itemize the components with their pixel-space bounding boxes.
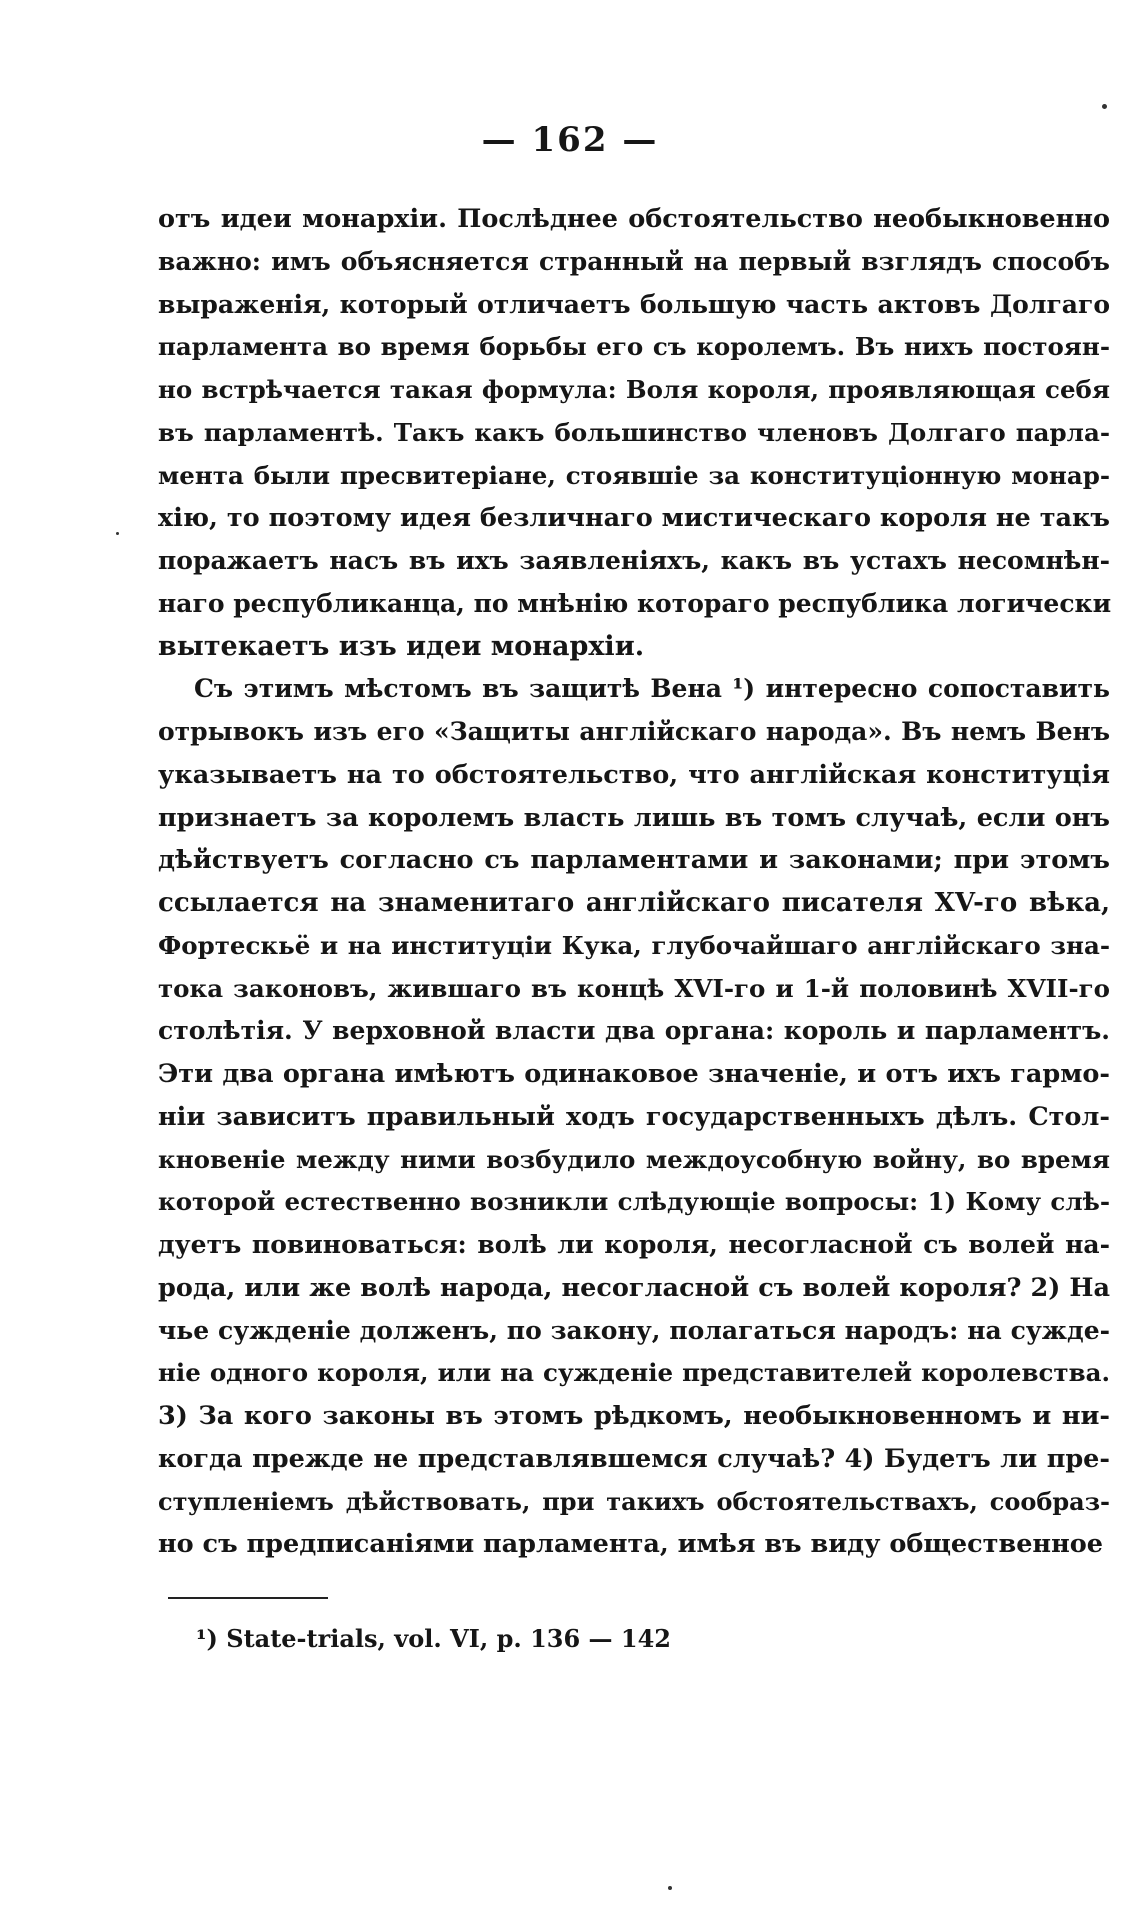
body-text	[158, 198, 1110, 1566]
text-line: вытекаетъ изъ идеи монархіи.	[158, 630, 645, 662]
text-line: тока законовъ, жившаго въ концѣ XVI-го и 1-й половинѣ XVII-го	[158, 973, 1110, 1003]
text-line: отрывокъ изъ его «Защиты англійскаго народа». Въ немъ Венъ	[158, 717, 1110, 746]
text-line: Эти два органа имѣютъ одинаковое значеніе, и отъ ихъ гармо-	[158, 1059, 1110, 1089]
text-line: Съ этимъ мѣстомъ въ защитѣ Вена ¹) интересно сопоставить	[194, 674, 1110, 704]
text-line: которой естественно возникли слѣдующіе вопросы: 1) Кому слѣ-	[158, 1187, 1110, 1217]
text-line: наго республиканца, по мнѣнію котораго республика логически	[158, 588, 1112, 618]
text-line: дуетъ повиноваться: волѣ ли короля, несогласной съ волей на-	[158, 1230, 1110, 1259]
footnote-divider	[168, 1597, 328, 1599]
text-line: ступленіемъ дѣйствовать, при такихъ обстоятельствахъ, сообраз-	[158, 1486, 1110, 1516]
scan-speck	[668, 1886, 672, 1890]
text-line: но встрѣчается такая формула: Воля короля, проявляющая себя	[158, 375, 1110, 404]
text-line: чье сужденіе долженъ, по закону, полагаться народъ: на сужде-	[158, 1315, 1110, 1345]
text-line: парламента во время борьбы его съ королемъ. Въ нихъ постоян-	[158, 332, 1110, 362]
text-line: признаетъ за королемъ власть лишь въ томъ случаѣ, если онъ	[158, 802, 1110, 833]
text-line: выраженія, который отличаетъ большую часть актовъ Долгаго	[158, 289, 1110, 319]
text-line: ніе одного короля, или на сужденіе представителей королевства.	[158, 1358, 1110, 1388]
text-line: столѣтія. У верховной власти два органа: король и парламентъ.	[158, 1016, 1110, 1046]
scan-speck	[116, 532, 119, 535]
text-line: 3) За кого законы въ этомъ рѣдкомъ, необыкновенномъ и ни-	[158, 1401, 1110, 1431]
text-line: но съ предписаніями парламента, имѣя въ виду общественное	[158, 1529, 1103, 1560]
text-line: ссылается на знаменитаго англійскаго писателя XV-го вѣка,	[158, 888, 1110, 918]
text-line: въ парламентѣ. Такъ какъ большинство членовъ Долгаго парла-	[158, 417, 1110, 447]
text-line: хію, то поэтому идея безличнаго мистическаго короля не такъ	[158, 503, 1110, 534]
text-line: рода, или же волѣ народа, несогласной съ волей короля? 2) На	[158, 1272, 1110, 1303]
page-number: — 162 —	[481, 120, 659, 160]
text-line: кновеніе между ними возбудило междоусобную войну, во время	[158, 1144, 1110, 1174]
text-line: когда прежде не представлявшемся случаѣ? 4) Будетъ ли пре-	[158, 1443, 1110, 1474]
text-line: мента были пресвитеріане, стоявшіе за конституціонную монар-	[158, 460, 1110, 490]
text-line: ніи зависитъ правильный ходъ государственныхъ дѣлъ. Стол-	[158, 1101, 1110, 1132]
text-line: важно: имъ объясняется странный на первый взглядъ способъ	[158, 246, 1110, 276]
text-line: поражаетъ насъ въ ихъ заявленіяхъ, какъ въ устахъ несомнѣн-	[158, 546, 1110, 575]
footnote	[196, 1624, 671, 1653]
text-line: отъ идеи монархіи. Послѣднее обстоятельство необыкновенно	[158, 204, 1110, 234]
text-line: дѣйствуетъ согласно съ парламентами и законами; при этомъ	[158, 845, 1110, 876]
scan-speck	[1102, 104, 1107, 109]
text-line: указываетъ на то обстоятельство, что англійская конституція	[158, 759, 1110, 790]
footnote-marker: ¹)	[196, 1624, 218, 1653]
footnote-text: State-trials, vol. VI, p. 136 — 142	[226, 1624, 671, 1653]
text-line: Фортескьё и на институціи Кука, глубочайшаго англійскаго зна-	[158, 930, 1110, 960]
